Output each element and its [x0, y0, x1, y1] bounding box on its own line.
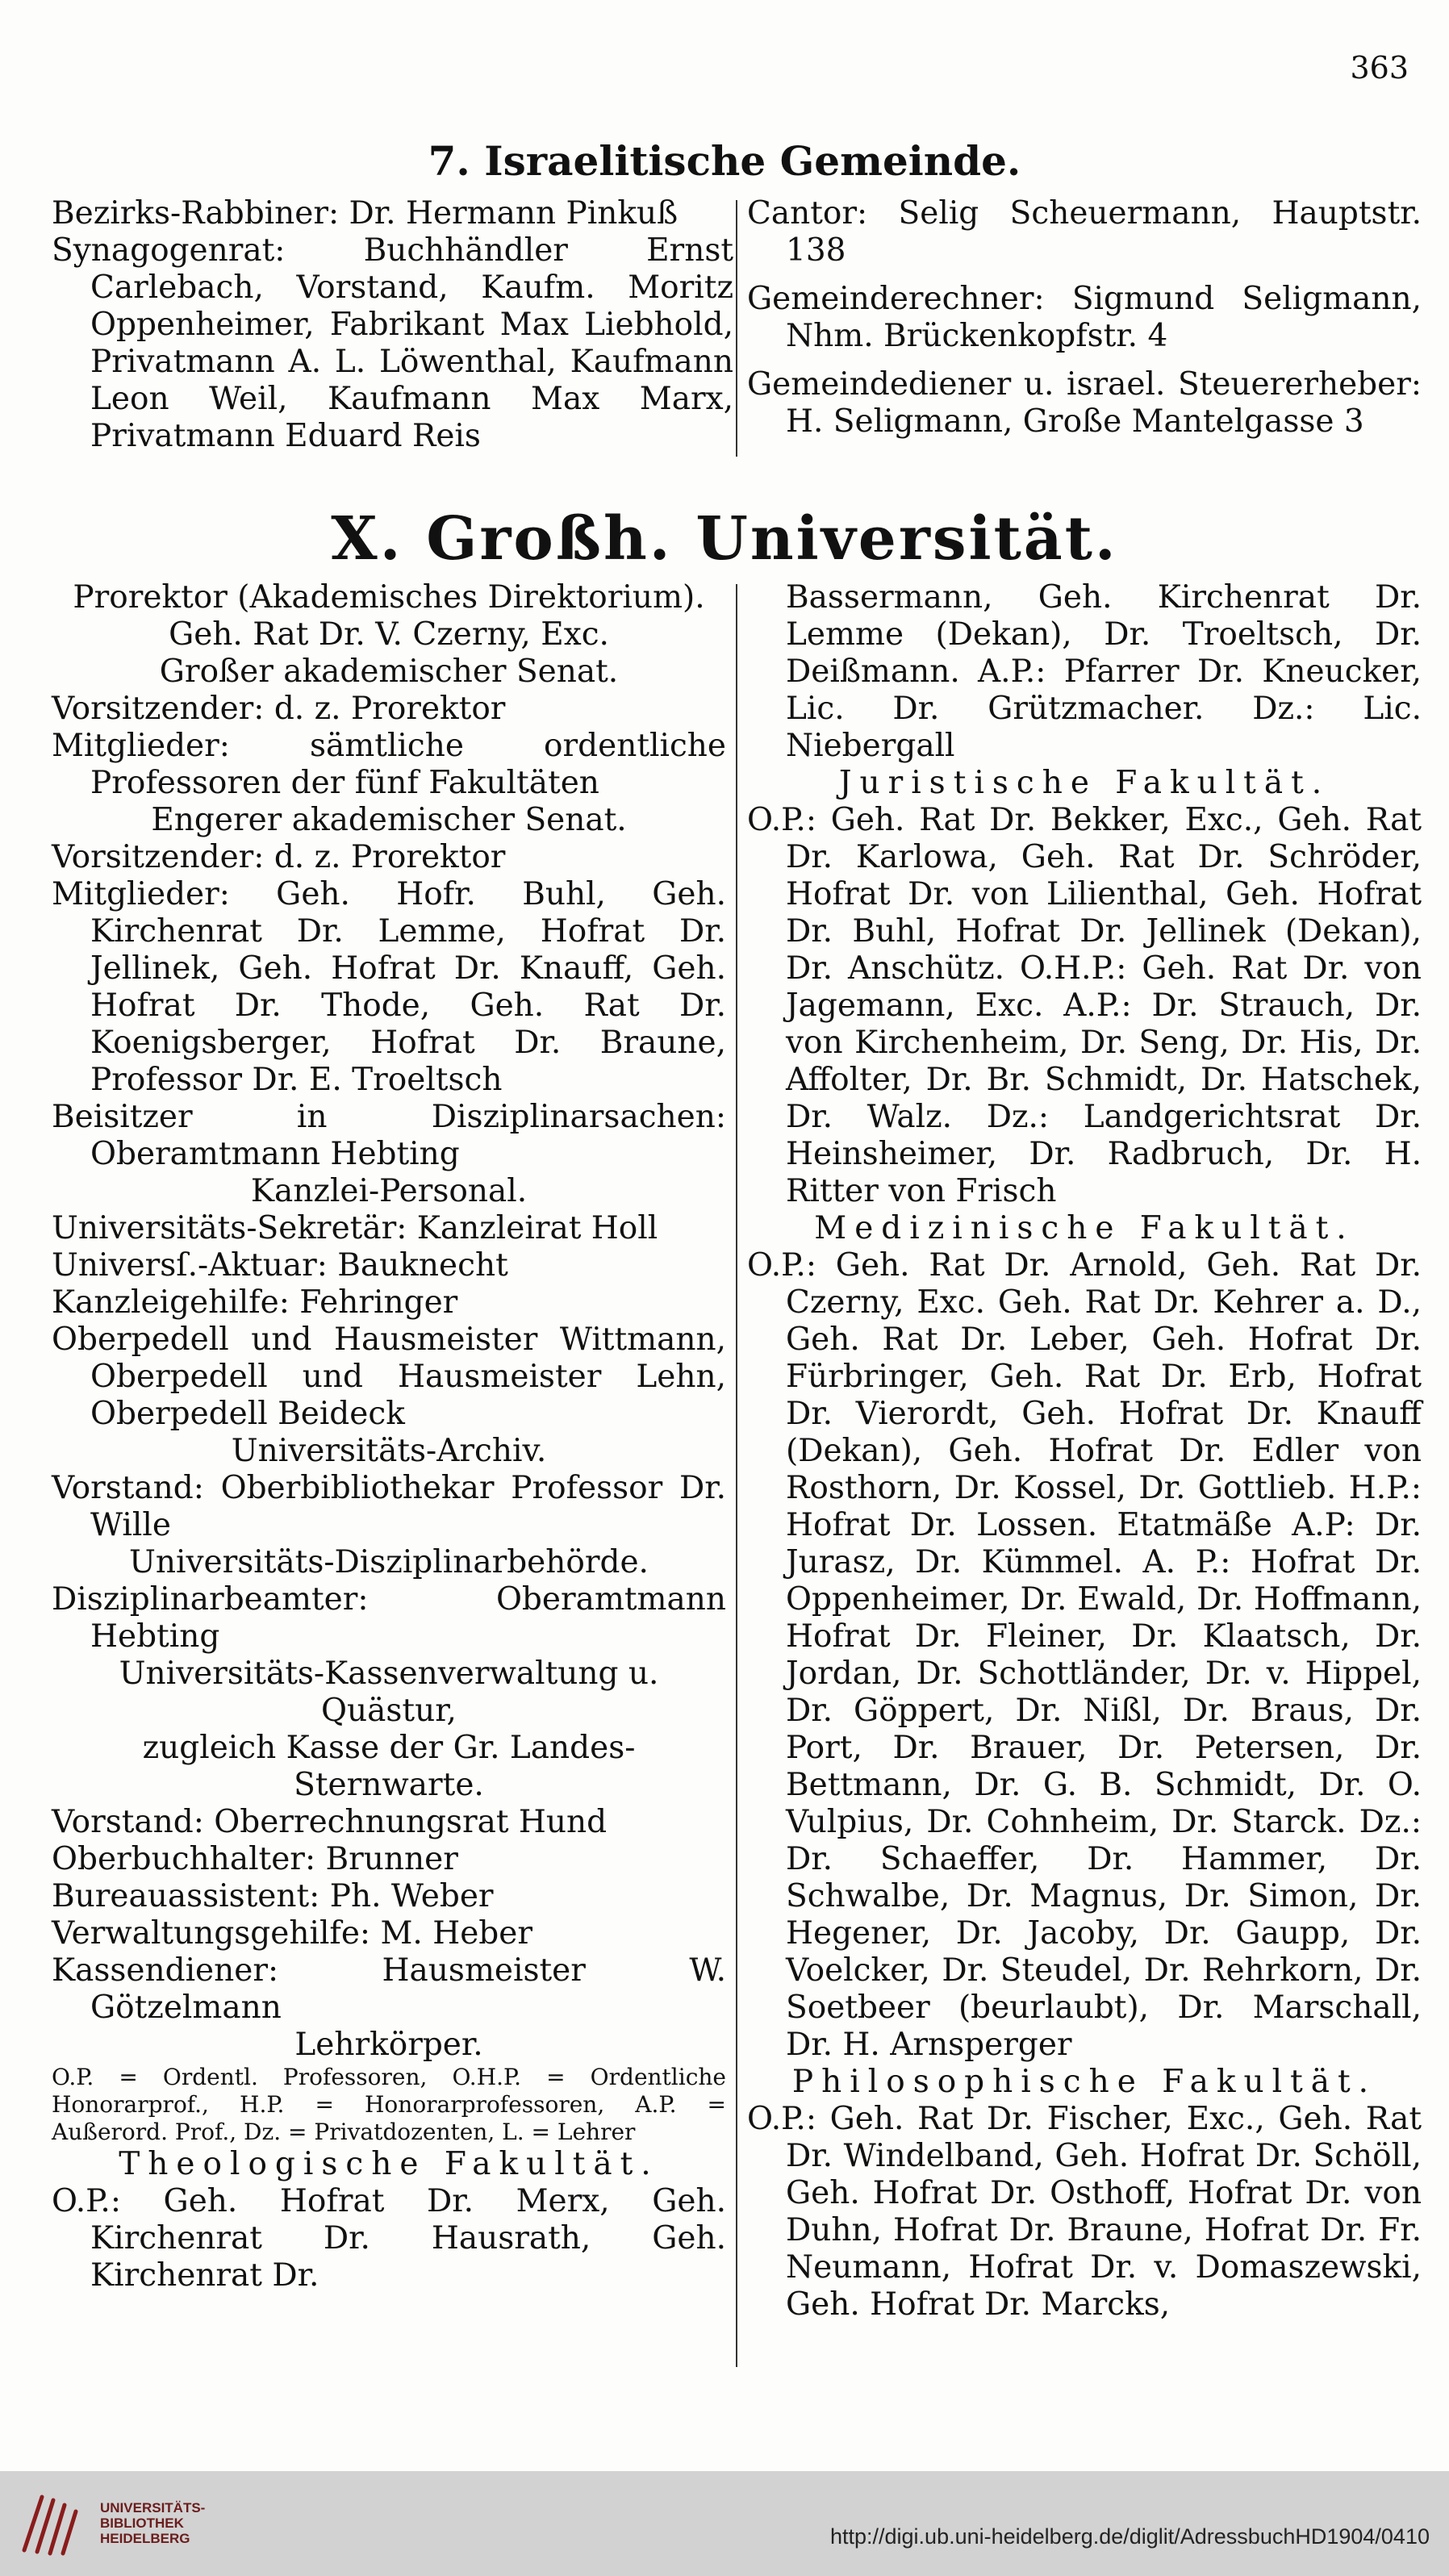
phil-faculty-entry: O.P.: Geh. Rat Dr. Fischer, Exc., Geh. Rat Dr. Windelband, Geh. Hofrat Dr. Schöll, Geh. Hofrat Dr. Osthoff, Hofrat Dr. von Duhn, Hofrat Dr. Braune, Hofrat Dr. Fr. Neumann, Hofrat Dr. v. Domaszewski, Geh. Hofrat Dr. Marcks,	[747, 2101, 1422, 2323]
kasse-entry: Vorstand: Oberrechnungsrat Hund	[52, 1804, 608, 1840]
israel-right-column	[747, 195, 1422, 440]
disziplinar-entry: Disziplinarbeamter: Oberamtmann Hebting	[52, 1581, 726, 1655]
library-logo-text	[100, 2500, 205, 2546]
university-left-column	[52, 579, 726, 2294]
med-faculty-entry: O.P.: Geh. Rat Dr. Arnold, Geh. Rat Dr. Czerny, Exc. Geh. Rat Dr. Kehrer a. D., Geh. Rat Dr. Leber, Geh. Hofrat Dr. Fürbringer, Geh. Rat Dr. Erb, Hofrat Dr. Vierordt, Geh. Hofrat Dr. Knauff (Dekan), Geh. Hofrat Dr. Edler von Rosthorn, Dr. Kossel, Dr. Gottlieb. H.P.: Hofrat Dr. Lossen. Etatmäße A.P: Dr. Jurasz, Dr. Kümmel. A. P.: Hofrat Dr. Oppenheimer, Dr. Ewald, Dr. Hoffmann, Hofrat Dr. Fleiner, Dr. Klaatsch, Dr. Jordan, Dr. Schottländer, Dr. v. Hippel, Dr. Göppert, Dr. Nißl, Dr. Braus, Dr. Port, Dr. Brauer, Dr. Petersen, Dr. Bettmann, Dr. G. B. Schmidt, Dr. O. Vulpius, Dr. Cohnheim, Dr. Starck. Dz.: Dr. Schaeffer, Dr. Hammer, Dr. Schwalbe, Dr. Magnus, Dr. Simon, Dr. Hegener, Dr. Jacoby, Dr. Gaupp, Dr. Voelcker, Dr. Steudel, Dr. Rehrkorn, Dr. Soetbeer (beurlaubt), Dr. Marschall, Dr. H. Arnsperger	[747, 1247, 1422, 2063]
disziplinar-title: Universitäts-Disziplinarbehörde.	[129, 1544, 649, 1580]
jur-faculty-entry: O.P.: Geh. Rat Dr. Bekker, Exc., Geh. Rat Dr. Karlowa, Geh. Rat Dr. Schröder, Hofrat Dr. von Lilienthal, Geh. Hofrat Dr. Buhl, Hofrat Dr. Jellinek (Dekan), Dr. Anschütz. O.H.P.: Geh. Rat Dr. von Jagemann, Exc. A.P.: Dr. Strauch, Dr. von Kirchenheim, Dr. Seng, Dr. His, Dr. Affolter, Dr. Br. Schmidt, Dr. Hatschek, Dr. Walz. Dz.: Landgerichtsrat Dr. Heinsheimer, Dr. Radbruch, Dr. H. Ritter von Frisch	[747, 802, 1422, 1209]
grosser-senat-title: Großer akademischer Senat.	[159, 653, 619, 690]
archiv-title: Universitäts-Archiv.	[231, 1433, 547, 1469]
kanzlei-title: Kanzlei-Personal.	[250, 1173, 528, 1209]
university-right-column	[747, 579, 1422, 2323]
theol-faculty-continuation: Bassermann, Geh. Kirchenrat Dr. Lemme (Dekan), Dr. Troeltsch, Dr. Deißmann. A.P.: Pfarrer Dr. Kneucker, Lic. Dr. Grützmacher. Dz.: Lic. Niebergall	[786, 579, 1422, 764]
phil-faculty-title: Philosophische Fakultät.	[791, 2064, 1377, 2100]
grosser-senat-entry: Vorsitzender: d. z. Prorektor	[52, 691, 506, 727]
kanzlei-entry: Universſ.-Aktuar: Bauknecht	[52, 1247, 508, 1284]
prorektor-name: Geh. Rat Dr. V. Czerny, Exc.	[169, 616, 609, 653]
page-number: 363	[1350, 50, 1409, 86]
source-url-link[interactable]: http://digi.ub.uni-heidelberg.de/diglit/AdressbuchHD1904/0410	[829, 2524, 1430, 2549]
kanzlei-entry: Universitäts-Sekretär: Kanzleirat Holl	[52, 1210, 658, 1246]
lehrkoerper-abbreviation-note: O.P. = Ordentl. Professoren, O.H.P. = Ordentliche Honorarprof., H.P. = Honorarprofessoren, A.P. = Außerord. Prof., Dz. = Privatdozenten, L. = Lehrer	[52, 2064, 726, 2145]
kasse-entry: Oberbuchhalter: Brunner	[52, 1841, 458, 1877]
logo-line-3: HEIDELBERG	[100, 2531, 190, 2546]
library-logo-icon	[15, 2487, 87, 2560]
prorektor-title: Prorektor (Akademisches Direktorium).	[73, 579, 705, 616]
israel-entry-cantor: Cantor: Selig Scheuermann, Hauptstr. 138	[747, 195, 1422, 269]
israel-entry-gemeindediener: Gemeindediener u. israel. Steuererheber: H. Seligmann, Große Mantelgasse 3	[747, 366, 1422, 440]
theol-faculty-title: Theologische Fakultät.	[119, 2146, 659, 2182]
israel-left-column	[52, 195, 733, 455]
logo-line-2: BIBLIOTHEK	[100, 2515, 184, 2531]
footer-bar	[0, 2471, 1449, 2576]
jur-faculty-title: Juristische Fakultät.	[838, 765, 1330, 801]
lehrkoerper-title: Lehrkörper.	[294, 2027, 483, 2063]
kasse-title-line2: zugleich Kasse der Gr. Landes-Sternwarte.	[142, 1730, 636, 1803]
israel-heading: 7. Israelitische Gemeinde.	[428, 137, 1021, 185]
university-heading: X. Großh. Universität.	[331, 504, 1118, 574]
theol-faculty-entry: O.P.: Geh. Hofrat Dr. Merx, Geh. Kirchenrat Dr. Hausrath, Geh. Kirchenrat Dr.	[52, 2183, 726, 2294]
kasse-entry: Kassendiener: Hausmeister W. Götzelmann	[52, 1952, 726, 2026]
kasse-entry: Bureauassistent: Ph. Weber	[52, 1878, 494, 1914]
kanzlei-entry: Kanzleigehilfe: Fehringer	[52, 1284, 458, 1321]
israel-entry-rabbiner: Bezirks-Rabbiner: Dr. Hermann Pinkuß	[52, 195, 679, 232]
israel-entry-synagogenrat: Synagogenrat: Buchhändler Ernst Carlebach, Vorstand, Kaufm. Moritz Oppenheimer, Fabrikant Max Liebhold, Privatmann A. L. Löwenthal, Kaufmann Leon Weil, Kaufmann Max Marx, Privatmann Eduard Reis	[52, 232, 733, 454]
grosser-senat-entry: Mitglieder: sämtliche ordentliche Professoren der fünf Fakultäten	[52, 728, 726, 801]
kasse-entry: Verwaltungsgehilfe: M. Heber	[52, 1915, 532, 1952]
archiv-entry: Vorstand: Oberbibliothekar Professor Dr. Wille	[52, 1470, 726, 1543]
logo-line-1: UNIVERSITÄTS-	[100, 2500, 206, 2515]
israel-entry-gemeinderechner: Gemeinderechner: Sigmund Seligmann, Nhm. Brückenkopfstr. 4	[747, 281, 1422, 354]
engerer-senat-title: Engerer akademischer Senat.	[151, 802, 627, 838]
kanzlei-entry: Oberpedell und Hausmeister Wittmann, Oberpedell und Hausmeister Lehn, Oberpedell Beideck	[52, 1321, 726, 1432]
israel-column-divider	[736, 200, 737, 457]
engerer-senat-entry: Vorsitzender: d. z. Prorektor	[52, 839, 506, 875]
kasse-title-line1: Universitäts-Kassenverwaltung u. Quästur,	[119, 1655, 659, 1729]
med-faculty-title: Medizinische Fakultät.	[814, 1210, 1355, 1246]
university-column-divider	[736, 584, 737, 2367]
engerer-senat-entry: Mitglieder: Geh. Hofr. Buhl, Geh. Kirchenrat Dr. Lemme, Hofrat Dr. Jellinek, Geh. Hofrat Dr. Knauff, Geh. Hofrat Dr. Thode, Geh. Rat Dr. Koenigsberger, Hofrat Dr. Braune, Professor Dr. E. Troeltsch	[52, 876, 726, 1098]
engerer-senat-entry: Beisitzer in Disziplinarsachen: Oberamtmann Hebting	[52, 1099, 726, 1172]
